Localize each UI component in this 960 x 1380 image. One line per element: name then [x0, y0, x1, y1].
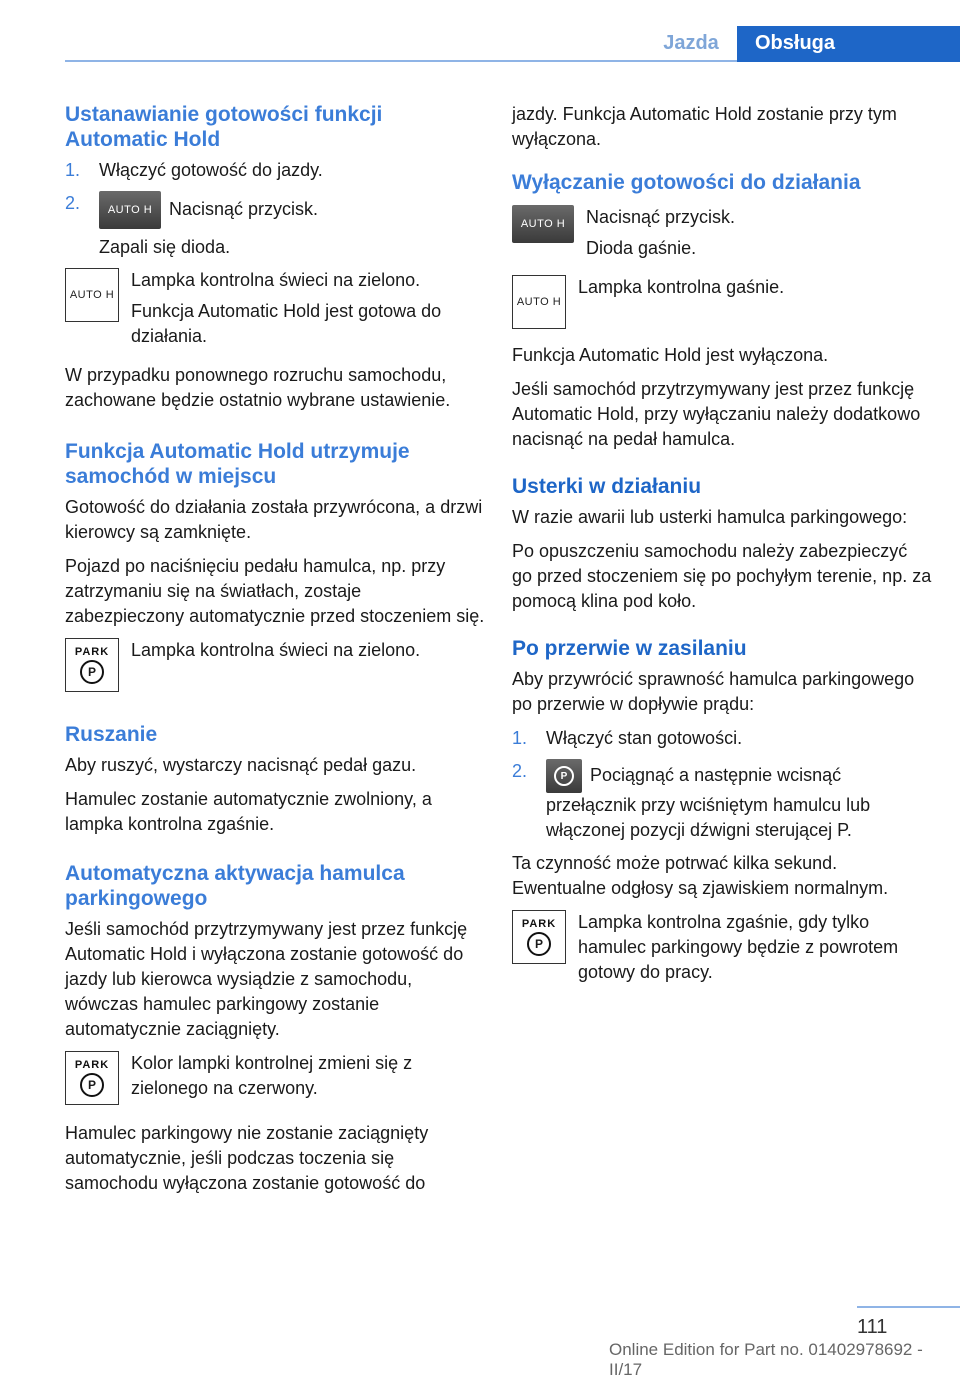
park-indicator-icon: PARK P: [65, 638, 119, 692]
lamp-park-color: PARK P Kolor lampki kontrolnej zmieni się z zielonego na czerwony.: [65, 1051, 485, 1107]
park-indicator-icon: PARK P: [65, 1051, 119, 1105]
heading-ruszanie: Ruszanie: [65, 723, 158, 746]
restart-text: W przypadku ponownego rozruchu samochodu, zachowane będzie ostatnio wybrane ustawienie.: [65, 365, 451, 410]
lamp-auto-h-green: AUTO H Lampka kontrolna świeci na zielono. Funkcja Automatic Hold jest gotowa do działania.: [65, 268, 485, 355]
off-lamp-row: AUTO H Lampka kontrolna gaśnie.: [512, 275, 932, 329]
right-column: jazdy. Funkcja Automatic Hold zostanie przy tym wyłączona. Wyłączanie gotowości do działania AUTO H Nacisnąć przycisk. Dioda gaśnie. AUTO H Lampka kontrolna gaśnie. Funkcja Automatic Hold jest wyłączona. Jeśli samochód przytrzymywany jest przez funkcję Automatic Hold, przy wyłączaniu należy dodatkowo nacisnąć na pedał hamulca. Usterki w działaniu W razie awarii lub usterki hamulca parkingowego: Po opuszczeniu samochodu należy zabezpieczyć go przed stoczeniem się po pochyłym terenie, np. za pomocą klina pod koło. Po przerwie w zasilaniu Aby przywrócić sprawność hamulca parkingowego po przerwie w dopływie prądu: 1. Włączyć stan gotowości. 2. P Pociągnąć a następnie wcisnąć przełącznik przy wciśniętym hamulcu lub włączonej pozycji dźwigni sterującej P. Ta czynność może potrwać kilka sekund. Ewentualne odgłosy są zjawiskiem normalnym. PARK P Lampka kontrolna zgaśnie, gdy tylko hamulec parkingowy będzie z powrotem gotowy do pracy.: [512, 102, 932, 999]
step-2: 2. AUTO H Nacisnąć przycisk. Zapali się dioda.: [65, 193, 319, 257]
page-number: 111: [857, 1316, 888, 1338]
footer-rule: [857, 1306, 960, 1308]
park-switch-icon: P: [546, 759, 582, 793]
auto-h-button-icon: AUTO H: [99, 191, 161, 229]
auto-h-indicator-icon: AUTO H: [65, 268, 119, 322]
park-indicator-icon: PARK P: [512, 910, 566, 964]
heading-wylaczanie: Wyłączanie gotowości do działania: [512, 171, 861, 194]
heading-automatyczna: Automatyczna aktywacja hamulca parkingowego: [65, 862, 405, 910]
power-lamp-row: PARK P Lampka kontrolna zgaśnie, gdy tylko hamulec parkingowy będzie z powrotem gotowy do pracy.: [512, 910, 932, 991]
heading-po-przerwie: Po przerwie w zasilaniu: [512, 637, 747, 660]
auto-h-indicator-icon: AUTO H: [512, 275, 566, 329]
tab-obsluga[interactable]: Obsługa: [737, 26, 960, 62]
heading-hold: Funkcja Automatic Hold utrzymuje samochód w miejscu: [65, 440, 410, 488]
online-edition: Online Edition for Part no. 01402978692 - II/17: [609, 1340, 923, 1379]
power-step-1: 1. Włączyć stan gotowości.: [512, 728, 743, 748]
power-step-2: 2. P Pociągnąć a następnie wcisnąć przełącznik przy wciśniętym hamulcu lub włączonej pozycji dźwigni sterującej P.: [512, 761, 871, 840]
tab-jazda[interactable]: Jazda: [663, 32, 719, 54]
heading-usterki: Usterki w działaniu: [512, 475, 702, 498]
step-1: 1. Włączyć gotowość do jazdy.: [65, 160, 323, 180]
lamp-park-green: PARK P Lampka kontrolna świeci na zielono.: [65, 638, 485, 692]
heading-ustanawianie: Ustanawianie gotowości funkcji Automatic Hold: [65, 103, 383, 151]
auto-h-button-icon: AUTO H: [512, 205, 574, 243]
left-column: Ustanawianie gotowości funkcji Automatic Hold 1. Włączyć gotowość do jazdy. 2. AUTO H Nacisnąć przycisk. Zapali się dioda. AUTO H Lampka kontrolna świeci na zielono. Funkcja Automatic Hold jest gotowa do działania. W przypadku ponownego rozruchu samochodu, zachowane będzie ostatnio wybrane ustawienie. Funkcja Automatic Hold utrzymuje samochód w miejscu Gotowość do działania została przywrócona, a drzwi kierowcy są zamknięte. Pojazd po naciśnięciu pedału hamulca, np. przy zatrzymaniu się na światłach, zostaje zabezpieczony automatycznie przed stoczeniem się. PARK P Lampka kontrolna świeci na zielono. Ruszanie Aby ruszyć, wystarczy nacisnąć pedał gazu. Hamulec zostanie automatycznie zwolniony, a lampka kontrolna zgaśnie. Automatyczna aktywacja hamulca parkingowego Jeśli samochód przytrzymywany jest przez funkcję Automatic Hold i wyłączona zostanie gotowość do jazdy lub kierowca wysiądzie z samochodu, wówczas hamulec parkingowy zostanie automatycznie zaciągnięty. PARK P Kolor lampki kontrolnej zmieni się z zielonego na czerwony. Hamulec parkingowy nie zostanie zaciągnięty automatycznie, jeśli podczas toczenia się samochodu wyłączona zostanie gotowość do: [65, 103, 485, 1193]
off-press-row: AUTO H Nacisnąć przycisk. Dioda gaśnie.: [512, 205, 932, 267]
